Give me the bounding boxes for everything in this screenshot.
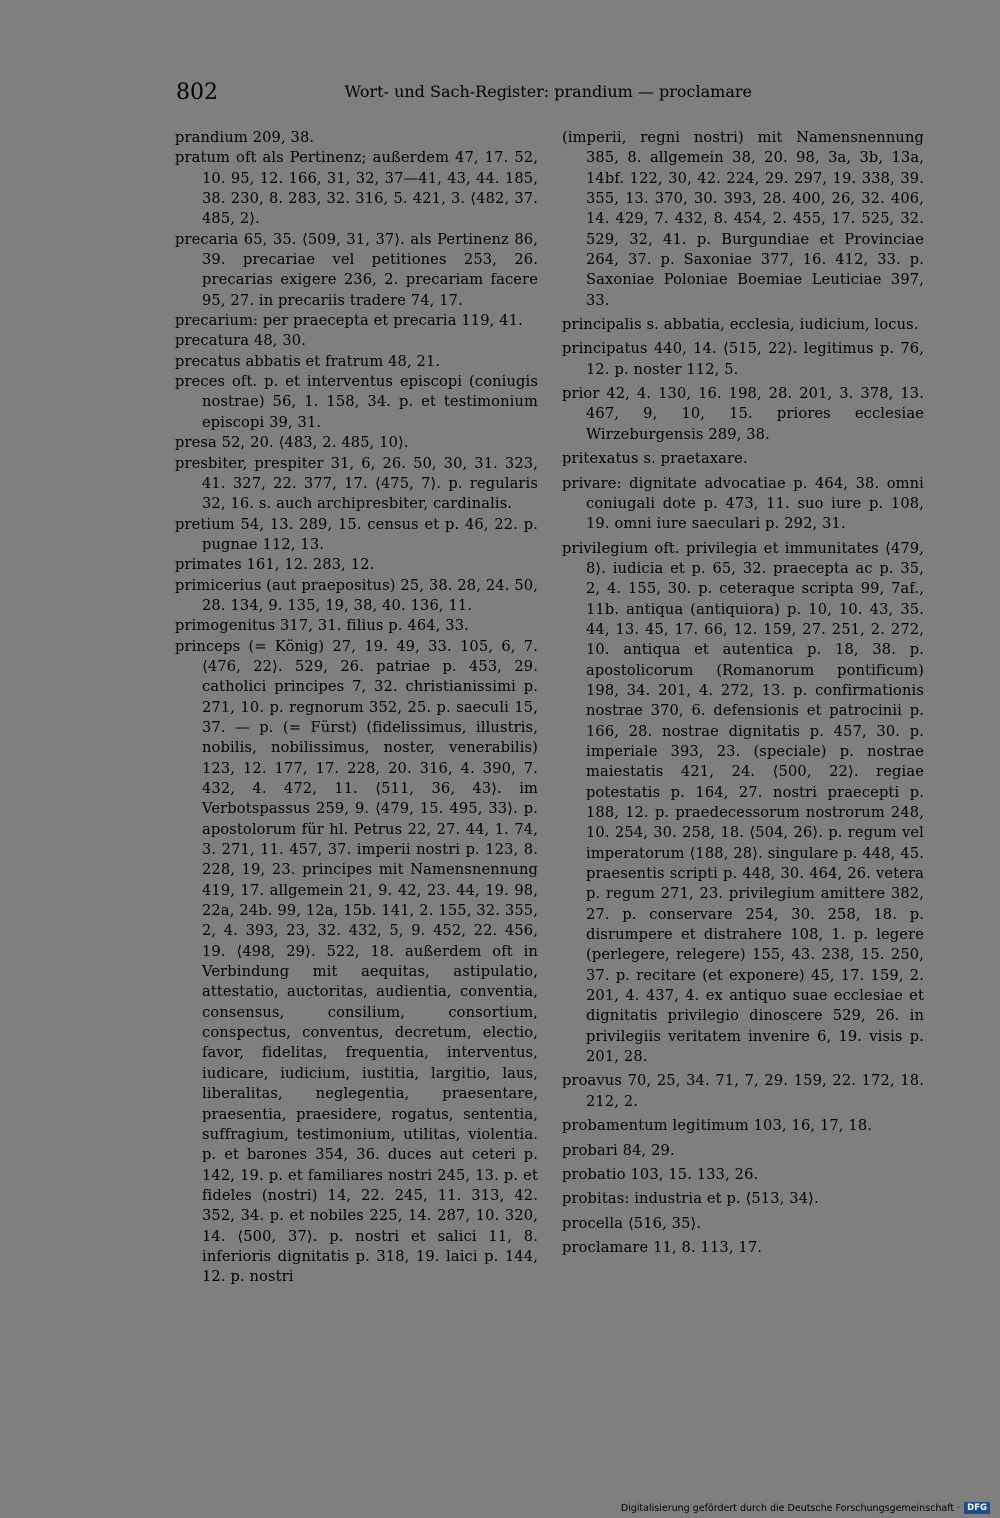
index-entry: primates 161, 12. 283, 12. xyxy=(175,556,375,574)
page-header xyxy=(176,80,752,110)
dfg-logo-icon: DFG xyxy=(964,1502,990,1514)
index-entry: prior 42, 4. 130, 16. 198, 28. 201, 3. 378, 13. 467, 9, 10, 15. priores ecclesiae Wirzeburgensis 289, 38. xyxy=(562,385,924,443)
index-entry: proclamare 11, 8. 113, 17. xyxy=(562,1238,763,1256)
index-entry: probamentum legitimum 103, 16, 17, 18. xyxy=(562,1117,873,1135)
index-entry: (imperii, regni nostri) mit Namensnennung 385, 8. allgemein 38, 20. 98, 3a, 3b, 13a, 14bf. 122, 30, 42. 224, 29. 297, 19. 338, 39. 355, 13. 370, 30. 393, 28. 400, 26, 32. 406, 14. 429, 7. 432, 8. 454, 2. 455, 17. 525, 32. 529, 32, 41. p. Burgundiae et Provinciae 264, 37. p. Saxoniae 377, 16. 412, 33. p. Saxoniae Poloniae Boemiae Leuticiae 397, 33. xyxy=(562,129,924,309)
index-entry: princeps (= König) 27, 19. 49, 33. 105, 6, 7. ⟨476, 22⟩. 529, 26. patriae p. 453, 29. catholici principes 7, 32. christianissimi p. 271, 10. p. regnorum 352, 25. p. saeculi 15, 37. — p. (= Fürst) (fidelissimus, illustris, nobilis, nobilissimus, noster, venerabilis) 123, 12. 177, 17. 228, 20. 316, 4. 390, 7. 432, 4. 472, 11. ⟨511, 36, 43⟩. im Verbotspassus 259, 9. ⟨479, 15. 495, 33⟩. p. apostolorum für hl. Petrus 22, 27. 44, 1. 74, 3. 271, 11. 457, 37. imperii nostri p. 123, 8. 228, 19, 23. principes mit Namensnennung 419, 17. allgemein 21, 9. 42, 23. 44, 19. 98, 22a, 24b. 99, 12a, 15b. 141, 2. 155, 32. 355, 2, 4. 393, 23, 32. 432, 5, 9. 452, 22. 456, 19. ⟨498, 29⟩. 522, 18. außerdem oft in Verbindung mit aequitas, astipulatio, attestatio, auctoritas, audientia, conventia, consensus, consilium, consortium, conspectus, conventus, decretum, electio, favor, fidelitas, frequentia, interventus, iudicare, iudicium, iustitia, largitio, laus, liberalitas, neglegentia, praesentare, praesentia, praesidere, rogatus, sententia, suffragium, testimonium, utilitas, violentia. p. et barones 354, 36. duces aut ceteri p. 142, 19. p. et familiares nostri 245, 13. p. et fideles (nostri) 14, 22. 245, 11. 313, 42. 352, 34. p. et nobiles 225, 14. 287, 10. 320, 14. ⟨500, 37⟩. p. nostri et salici 11, 8. inferioris dignitatis p. 318, 19. laici p. 144, 12. p. nostri xyxy=(175,637,538,1286)
index-entry: presa 52, 20. ⟨483, 2. 485, 10⟩. xyxy=(175,434,409,452)
index-entry: preces oft. p. et interventus episcopi (coniugis nostrae) 56, 1. 158, 34. p. et testimonium episcopi 39, 31. xyxy=(175,373,538,431)
index-entry: principatus 440, 14. ⟨515, 22⟩. legitimus p. 76, 12. p. noster 112, 5. xyxy=(562,340,924,378)
index-entry: prandium 209, 38. xyxy=(175,129,315,146)
index-entry: pretium 54, 13. 289, 15. census et p. 46, 22. p. pugnae 112, 13. xyxy=(175,515,538,553)
index-entry: primogenitus 317, 31. filius p. 464, 33. xyxy=(175,617,469,635)
index-entry: pratum oft als Pertinenz; außerdem 47, 17. 52, 10. 95, 12. 166, 31, 32, 37—41, 43, 44. 185, 38. 230, 8. 283, 32. 316, 5. 421, 3. ⟨482, 37. 485, 2⟩. xyxy=(175,149,538,228)
index-entry: principalis s. abbatia, ecclesia, iudicium, locus. xyxy=(562,316,919,334)
index-entry: privare: dignitate advocatiae p. 464, 38. omni coniugali dote p. 473, 11. suo iure p. 108, 19. omni iure saeculari p. 292, 31. xyxy=(562,474,924,533)
index-entry: pritexatus s. praetaxare. xyxy=(562,450,748,468)
index-entry: procella ⟨516, 35⟩. xyxy=(562,1214,702,1232)
index-entry: privilegium oft. privilegia et immunitates ⟨479, 8⟩. iudicia et p. 65, 32. praecepta ac p. 35, 2, 4. 155, 30. p. ceteraque scripta 99, 7af., 11b. antiqua (antiquiora) p. 10, 10. 43, 35. 44, 13. 45, 17. 66, 12. 159, 27. 251, 2. 272, 10. antiqua et autentica p. 18, 38. p. apostolicorum (Romanorum pontificum) 198, 34. 201, 4. 272, 13. p. confirmationis nostrae 370, 6. defensionis et patrocinii p. 166, 28. nostrae dignitatis p. 457, 30. p. imperiale 393, 23. (speciale) p. nostrae maiestatis 421, 24. ⟨500, 22⟩. regiae potestatis p. 164, 27. nostri praecepti p. 188, 12. p. praedecessorum nostrorum 248, 10. 254, 30. 258, 18. ⟨504, 26⟩. p. regum vel imperatorum ⟨188, 28⟩. singulare p. 448, 45. praesentis scripti p. 448, 30. 464, 26. vetera p. regum 271, 23. privilegium amittere 382, 27. p. conservare 254, 30. 258, 18. p. disrumpere et distrahere 108, 1. p. legere (perlegere, relegere) 155, 43. 238, 15. 250, 37. p. recitare (et exponere) 45, 17. 159, 2. 201, 4. 437, 4. ex antiquo suae ecclesiae et dignitatis privilegio dinoscere 529, 26. in privilegiis veritatem invenire 6, 19. visis p. 201, 28. xyxy=(562,539,924,1066)
right-column xyxy=(562,128,924,1258)
page-number: 802 xyxy=(176,80,218,105)
index-entry: precatus abbatis et fratrum 48, 21. xyxy=(175,352,441,370)
digitization-credit xyxy=(621,1502,990,1514)
index-entry: presbiter, prespiter 31, 6, 26. 50, 30, 31. 323, 41. 327, 22. 377, 17. ⟨475, 7⟩. p. regularis 32, 16. s. auch archipresbiter, cardinalis. xyxy=(175,454,538,513)
index-entry: precaria 65, 35. ⟨509, 31, 37⟩. als Pertinenz 86, 39. precariae vel petitiones 253, 26. precarias exigere 236, 2. precariam facere 95, 27. in precariis tradere 74, 17. xyxy=(175,230,538,309)
index-entry: primicerius (aut praepositus) 25, 38. 28, 24. 50, 28. 134, 9. 135, 19, 38, 40. 136, 11. xyxy=(175,576,538,614)
running-title: Wort- und Sach-Register: prandium — proclamare xyxy=(344,82,752,101)
index-entry: precatura 48, 30. xyxy=(175,332,307,350)
index-entry: proavus 70, 25, 34. 71, 7, 29. 159, 22. 172, 18. 212, 2. xyxy=(562,1072,924,1110)
index-entry: probari 84, 29. xyxy=(562,1141,675,1159)
index-entry: probitas: industria et p. ⟨513, 34⟩. xyxy=(562,1190,819,1208)
credit-text: Digitalisierung gefördert durch die Deutsche Forschungsgemeinschaft · xyxy=(620,1502,961,1514)
left-column xyxy=(175,128,538,1288)
index-entry: precarium: per praecepta et precaria 119, 41. xyxy=(175,312,523,330)
index-entry: probatio 103, 15. 133, 26. xyxy=(562,1165,759,1183)
